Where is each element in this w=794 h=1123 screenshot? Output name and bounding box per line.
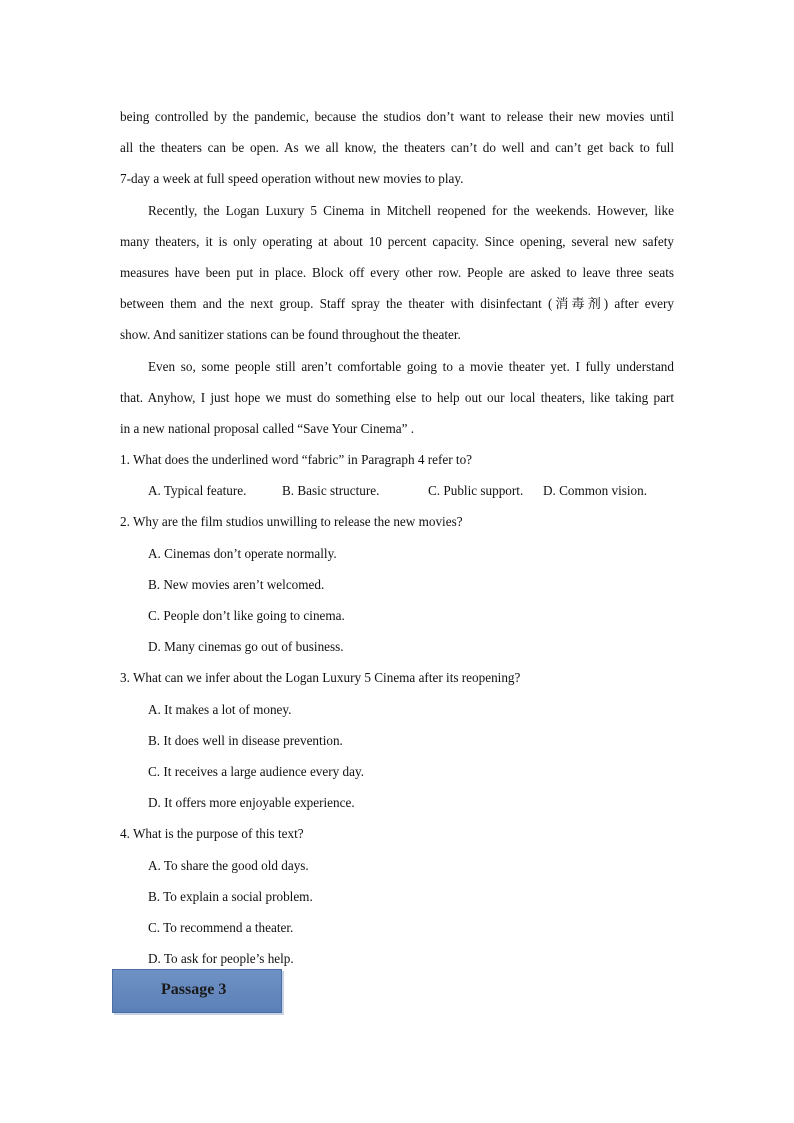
paragraph-line: all the theaters can be open. As we all know, the theaters can’t do well and can’t get back to full (120, 140, 674, 156)
option-d: D. It offers more enjoyable experience. (148, 795, 355, 811)
paragraph-3 (120, 351, 674, 445)
paragraph-2 (120, 195, 674, 351)
paragraph-line: Recently, the Logan Luxury 5 Cinema in Mitchell reopened for the weekends. However, like (148, 202, 674, 218)
option-d: D. Common vision. (543, 483, 648, 499)
option-b: B. Basic structure. (282, 483, 380, 499)
question-4 (120, 818, 674, 974)
passage-label: Passage 3 (161, 981, 227, 998)
passage-section-header (112, 969, 282, 1013)
paragraph-line: measures have been put in place. Block off every other row. People are asked to leave three seats (120, 264, 674, 280)
paragraph-line: Even so, some people still aren’t comfortable going to a movie theater yet. I fully understand (148, 358, 674, 374)
paragraph-line: in a new national proposal called “Save Your Cinema” . (120, 420, 415, 436)
option-c: C. To recommend a theater. (148, 919, 294, 935)
question-stem: 3. What can we infer about the Logan Luxury 5 Cinema after its reopening? (120, 670, 521, 686)
option-b: B. New movies aren’t welcomed. (148, 576, 325, 592)
option-b: B. It does well in disease prevention. (148, 732, 343, 748)
option-d: D. To ask for people’s help. (148, 951, 294, 967)
paragraph-line: 7-day a week at full speed operation without new movies to play. (120, 171, 464, 187)
option-c: C. Public support. (428, 483, 524, 499)
question-stem: 1. What does the underlined word “fabric” in Paragraph 4 refer to? (120, 452, 473, 468)
option-a: A. It makes a lot of money. (148, 701, 292, 717)
paragraph-line: many theaters, it is only operating at about 10 percent capacity. Since opening, several new safety (120, 233, 674, 249)
paragraph-line: being controlled by the pandemic, because the studios don’t want to release their new movies until (120, 109, 674, 124)
question-1 (120, 444, 674, 506)
option-b: B. To explain a social problem. (148, 888, 313, 904)
paragraph-1 (120, 101, 674, 195)
question-2 (120, 506, 674, 662)
paragraph-line: between them and the next group. Staff spray the theater with disinfectant (消毒剂) after every (120, 296, 674, 312)
options-row (120, 475, 674, 506)
paragraph-line: show. And sanitizer stations can be found throughout the theater. (120, 327, 461, 343)
paragraph-line: that. Anyhow, I just hope we must do something else to help out our local theaters, like taking part (120, 389, 674, 405)
option-d: D. Many cinemas go out of business. (148, 639, 344, 655)
option-a: A. Typical feature. (148, 483, 247, 499)
question-stem: 4. What is the purpose of this text? (120, 826, 304, 842)
document-body (120, 101, 674, 974)
option-a: A. To share the good old days. (148, 857, 309, 873)
option-a: A. Cinemas don’t operate normally. (148, 545, 337, 561)
question-3 (120, 662, 674, 818)
question-stem: 2. Why are the film studios unwilling to release the new movies? (120, 514, 463, 530)
option-c: C. It receives a large audience every day. (148, 763, 365, 779)
option-c: C. People don’t like going to cinema. (148, 608, 345, 623)
